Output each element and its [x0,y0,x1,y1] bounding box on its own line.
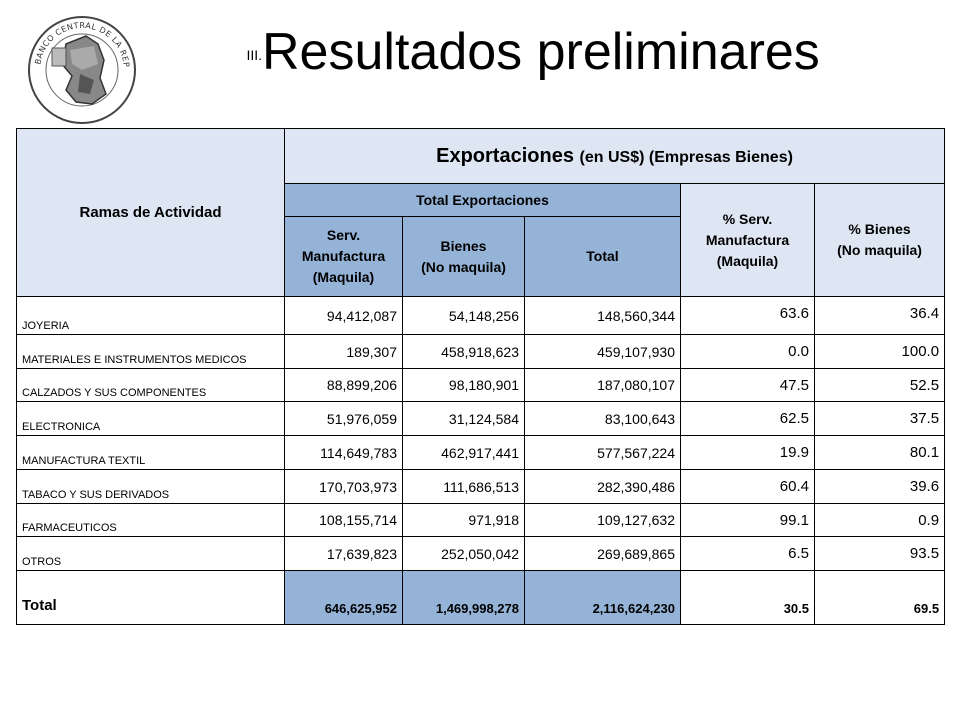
ramas-header: Ramas de Actividad [17,129,285,297]
pct-serv-value: 62.5 [681,402,815,436]
row-name: MATERIALES E INSTRUMENTOS MEDICOS [17,335,285,369]
pct-serv-value: 63.6 [681,297,815,335]
serv-value: 51,976,059 [285,402,403,436]
seal-text: BANCO CENTRAL DE LA REP [33,20,131,68]
pct-serv-value: 19.9 [681,436,815,470]
total-value: 148,560,344 [525,297,681,335]
total-value: 187,080,107 [525,369,681,402]
total-value: 269,689,865 [525,537,681,571]
row-name: OTROS [17,537,285,571]
serv-line2: Manufactura [301,248,386,264]
row-name: FARMACEUTICOS [17,504,285,537]
total-total-value: 2,116,624,230 [525,571,681,625]
exports-table [16,128,945,625]
pct-serv-value: 6.5 [681,537,815,571]
total-value: 577,567,224 [525,436,681,470]
pct-serv-value: 99.1 [681,504,815,537]
serv-line3: (Maquila) [312,269,375,285]
pct-bienes-value: 93.5 [815,537,945,571]
total-value: 459,107,930 [525,335,681,369]
total-value: 109,127,632 [525,504,681,537]
bienes-line2: (No maquila) [421,258,506,275]
serv-line1: Serv. [326,227,361,243]
serv-header [285,217,403,297]
bienes-value: 252,050,042 [403,537,525,571]
row-name: TABACO Y SUS DERIVADOS [17,470,285,504]
pct-bienes-value: 39.6 [815,470,945,504]
total-exportaciones-header: Total Exportaciones [285,184,681,217]
pct-bienes-value: 80.1 [815,436,945,470]
bienes-value: 971,918 [403,504,525,537]
bienes-value: 111,686,513 [403,470,525,504]
serv-value: 108,155,714 [285,504,403,537]
banco-central-seal-logo [26,14,138,126]
table-row [17,402,945,436]
total-label: Total [17,571,285,625]
pct-bienes-line2: (No maquila) [837,242,922,258]
exportaciones-title: Exportaciones [436,144,574,167]
total-value: 282,390,486 [525,470,681,504]
pct-serv-value: 0.0 [681,335,815,369]
pct-serv-value: 60.4 [681,470,815,504]
serv-value: 94,412,087 [285,297,403,335]
pct-bienes-header [815,184,945,297]
table-row [17,436,945,470]
pct-bienes-value: 100.0 [815,335,945,369]
row-name: ELECTRONICA [17,402,285,436]
total-value: 83,100,643 [525,402,681,436]
table-row [17,537,945,571]
serv-value: 88,899,206 [285,369,403,402]
exportaciones-subtitle: (en US$) (Empresas Bienes) [579,148,793,166]
bienes-value: 31,124,584 [403,402,525,436]
table-row [17,335,945,369]
pct-bienes-value: 36.4 [815,297,945,335]
serv-value: 114,649,783 [285,436,403,470]
exportaciones-header [285,129,945,184]
bienes-value: 54,148,256 [403,297,525,335]
pct-bienes-value: 37.5 [815,402,945,436]
bienes-value: 98,180,901 [403,369,525,402]
total-bienes-value: 1,469,998,278 [403,571,525,625]
bienes-header [403,217,525,297]
title-text: Resultados preliminares [262,23,820,81]
table-row [17,504,945,537]
pct-bienes-value: 52.5 [815,369,945,402]
total-row [17,571,945,625]
row-name: CALZADOS Y SUS COMPONENTES [17,369,285,402]
table-row [17,297,945,335]
row-name: JOYERIA [17,297,285,335]
table-row [17,470,945,504]
total-serv-value: 646,625,952 [285,571,403,625]
total-header: Total [525,217,681,297]
bienes-value: 458,918,623 [403,335,525,369]
table-row [17,369,945,402]
pct-serv-header [681,184,815,297]
page-title [170,22,820,82]
pct-serv-value: 47.5 [681,369,815,402]
total-pct-serv-value: 30.5 [681,571,815,625]
serv-value: 189,307 [285,335,403,369]
bienes-line1: Bienes [440,237,487,254]
bienes-value: 462,917,441 [403,436,525,470]
total-pct-bienes-value: 69.5 [815,571,945,625]
serv-value: 170,703,973 [285,470,403,504]
pct-bienes-value: 0.9 [815,504,945,537]
pct-bienes-line1: % Bienes [848,221,911,237]
title-number: III. [246,47,262,64]
row-name: MANUFACTURA TEXTIL [17,436,285,470]
serv-value: 17,639,823 [285,537,403,571]
pct-serv-line2: Manufactura [705,231,790,248]
pct-serv-line3: (Maquila) [716,252,779,269]
pct-serv-line1: % Serv. [722,210,773,227]
